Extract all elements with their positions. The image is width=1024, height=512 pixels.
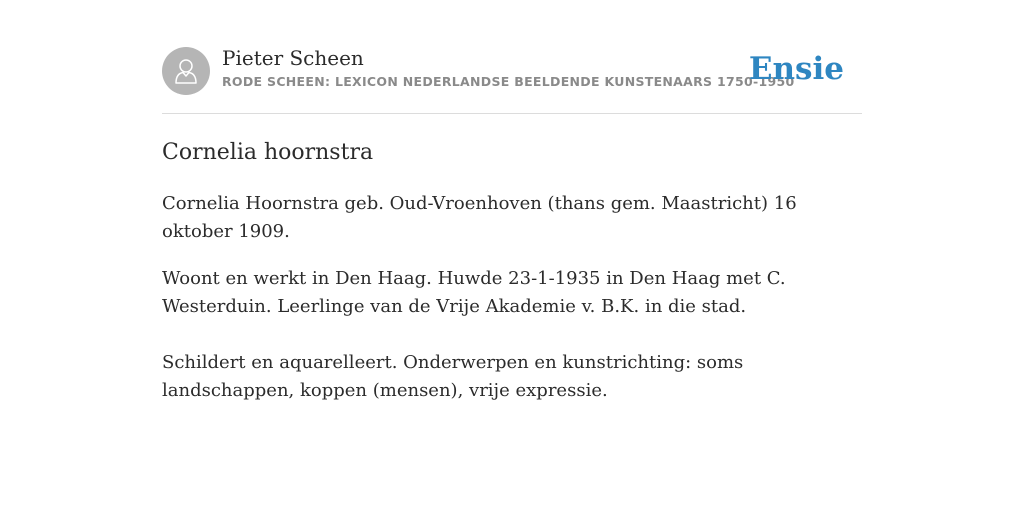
- article-paragraph: Woont en werkt in Den Haag. Huwde 23-1-1935 in Den Haag met C. Westerduin. Leerlinge van de Vrije Akademie v. B.K. in die stad.: [162, 268, 786, 317]
- ensie-logo[interactable]: Ensie: [748, 51, 844, 87]
- user-silhouette-icon: [171, 56, 201, 86]
- article-paragraph: Cornelia Hoornstra geb. Oud-Vroenhoven (thans gem. Maastricht) 16 oktober 1909.: [162, 193, 797, 242]
- author-avatar[interactable]: [162, 47, 210, 95]
- article-title: Cornelia hoornstra: [162, 140, 374, 165]
- article-paragraph: Schildert en aquarelleert. Onderwerpen en kunstrichting: soms landschappen, koppen (mensen), vrije expressie.: [162, 352, 744, 401]
- author-name[interactable]: Pieter Scheen: [222, 46, 364, 70]
- source-title[interactable]: RODE SCHEEN: LEXICON NEDERLANDSE BEELDENDE KUNSTENAARS 1750-1950: [222, 74, 795, 89]
- author-header: [162, 40, 862, 114]
